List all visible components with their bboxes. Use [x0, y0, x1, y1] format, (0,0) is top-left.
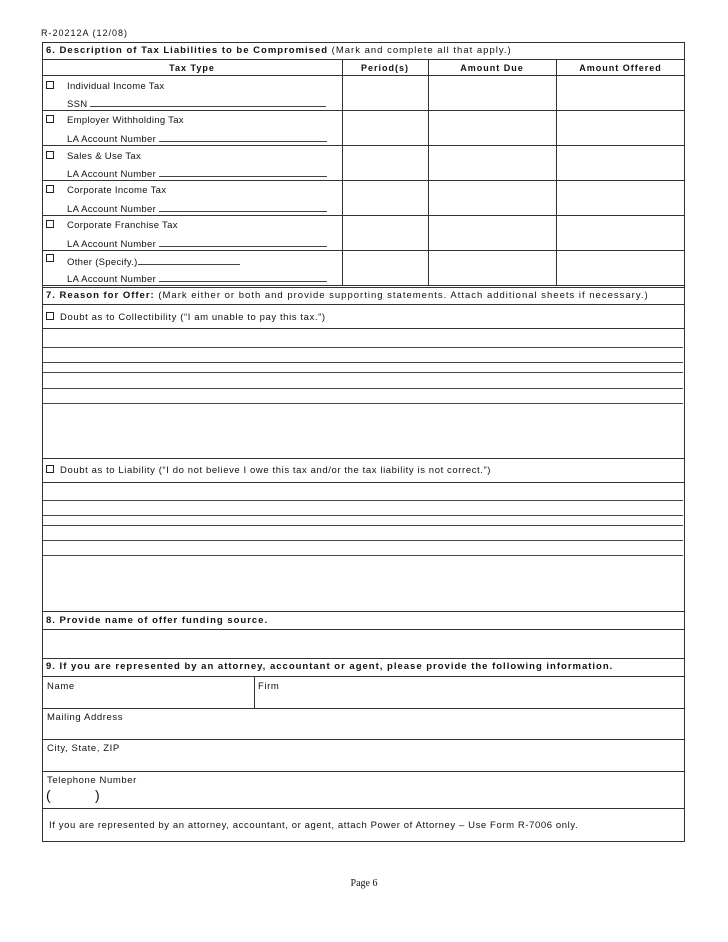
col-tax-type: Tax Type [169, 63, 215, 73]
account-number-field[interactable] [159, 202, 327, 212]
section8-title: 8. Provide name of offer funding source. [46, 615, 269, 626]
row-tax-name-other [67, 255, 240, 268]
form-frame [42, 42, 685, 842]
section9-heading [46, 661, 613, 672]
row-sub-label [67, 202, 327, 215]
mailing-address-field[interactable] [44, 724, 682, 738]
section7-heading [46, 290, 649, 301]
explanation-line[interactable] [42, 347, 683, 348]
sales-use-checkbox[interactable] [46, 151, 54, 159]
explanation-line[interactable] [42, 525, 683, 526]
section6-heading [46, 45, 512, 56]
corporate-income-checkbox[interactable] [46, 185, 54, 193]
explanation-line[interactable] [42, 403, 683, 404]
area-code-close: ) [95, 787, 100, 803]
account-number-label: LA Account Number [67, 239, 157, 250]
account-number-field[interactable] [159, 167, 327, 177]
row-sub-label [67, 237, 327, 250]
explanation-line[interactable] [42, 555, 683, 556]
explanation-line[interactable] [42, 362, 683, 363]
row-tax-name: Corporate Franchise Tax [67, 220, 178, 231]
section6-title: 6. Description of Tax Liabilities to be Compromised [46, 45, 329, 56]
city-state-zip-field[interactable] [44, 755, 682, 769]
row-tax-name: Individual Income Tax [67, 81, 165, 92]
telephone-label: Telephone Number [47, 775, 137, 786]
row-tax-name: Employer Withholding Tax [67, 115, 184, 126]
firm-label: Firm [258, 681, 280, 692]
account-number-label: LA Account Number [67, 169, 157, 180]
explanation-line[interactable] [42, 500, 683, 501]
page-number: Page 6 [350, 878, 378, 889]
other-tax-checkbox[interactable] [46, 254, 54, 262]
power-of-attorney-note: If you are represented by an attorney, accountant, or agent, attach Power of Attorney – Use Form R-7006 only. [49, 820, 579, 831]
row-sub-label [67, 97, 326, 110]
account-number-field[interactable] [159, 272, 327, 282]
col-periods: Period(s) [360, 63, 409, 73]
other-specify-field[interactable] [138, 255, 240, 265]
collectibility-label: Doubt as to Collectibility (“I am unable to pay this tax.”) [60, 312, 326, 323]
form-code: R-20212A (12/08) [41, 28, 129, 38]
col-amount-due: Amount Due [460, 63, 524, 73]
name-label: Name [47, 681, 75, 692]
collectibility-checkbox[interactable] [46, 312, 54, 320]
firm-field[interactable] [256, 692, 682, 706]
liability-label: Doubt as to Liability (“I do not believe I owe this tax and/or the tax liability is not correct.”) [60, 465, 492, 476]
telephone-field[interactable] [104, 789, 682, 803]
row-sub-label [67, 167, 327, 180]
city-state-zip-label: City, State, ZIP [47, 743, 120, 754]
account-number-field[interactable] [159, 237, 327, 247]
individual-income-checkbox[interactable] [46, 81, 54, 89]
corporate-franchise-checkbox[interactable] [46, 220, 54, 228]
account-number-label: LA Account Number [67, 134, 157, 145]
mailing-address-label: Mailing Address [47, 712, 124, 723]
explanation-line[interactable] [42, 388, 683, 389]
row-sub-label [67, 132, 327, 145]
funding-source-field[interactable] [44, 631, 682, 657]
explanation-line[interactable] [42, 372, 683, 373]
section7-title: 7. Reason for Offer: [46, 290, 155, 301]
ssn-field[interactable] [90, 97, 326, 107]
other-label: Other (Specify.) [67, 257, 138, 268]
row-tax-name: Corporate Income Tax [67, 185, 167, 196]
area-code-open: ( [46, 787, 51, 803]
col-amount-offered: Amount Offered [579, 63, 662, 73]
account-number-label: LA Account Number [67, 204, 157, 215]
section6-note: (Mark and complete all that apply.) [331, 45, 512, 56]
explanation-line[interactable] [42, 540, 683, 541]
explanation-line[interactable] [42, 515, 683, 516]
area-code-field[interactable] [56, 789, 92, 803]
liability-checkbox[interactable] [46, 465, 54, 473]
name-field[interactable] [44, 692, 252, 706]
section7-note: (Mark either or both and provide supporting statements. Attach additional sheets if necessary.) [158, 290, 649, 301]
row-tax-name: Sales & Use Tax [67, 151, 142, 162]
ssn-label: SSN [67, 99, 88, 110]
account-number-label: LA Account Number [67, 274, 157, 285]
employer-withholding-checkbox[interactable] [46, 115, 54, 123]
row-sub-label [67, 272, 327, 285]
account-number-field[interactable] [159, 132, 327, 142]
section9-title: 9. If you are represented by an attorney, accountant or agent, please provide the following information. [46, 661, 614, 672]
section8-heading [46, 615, 268, 626]
